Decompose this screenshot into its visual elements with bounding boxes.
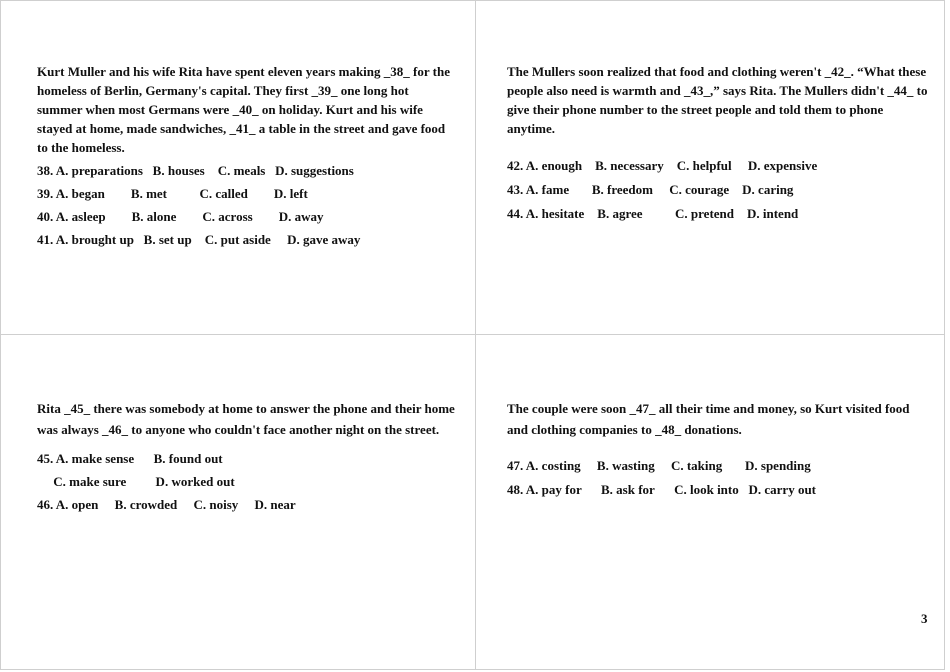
passage-47-48: The couple were soon _47_ all their time and money, so Kurt visited food and clothing companies to _48_ donations. [507, 401, 910, 437]
options-47-48 [507, 454, 927, 502]
question-45-options-line1: 45. A. make sense B. found out [37, 451, 223, 466]
passage-38-41: Kurt Muller and his wife Rita have spent eleven years making _38_ for the homeless of Berlin, Germany's capital. They first _39_ one long hot summer when most Germans were _40_ on holiday. Kurt and his wife stayed at home, made sandwiches, _41_ a table in the street and gave food to the homeless. [37, 64, 450, 155]
panel-top-left [37, 62, 457, 251]
question-48-options: 48. A. pay for B. ask for C. look into D. carry out [507, 482, 816, 497]
question-41-options: 41. A. brought up B. set up C. put aside D. gave away [37, 232, 361, 247]
question-46-options: 46. A. open B. crowded C. noisy D. near [37, 497, 296, 512]
question-38-options: 38. A. preparations B. houses C. meals D. suggestions [37, 163, 354, 178]
passage-45-46: Rita _45_ there was somebody at home to answer the phone and their home was always _46_ to anyone who couldn't face another night on the street. [37, 401, 455, 437]
question-44-options: 44. A. hesitate B. agree C. pretend D. intend [507, 206, 799, 221]
question-47-options: 47. A. costing B. wasting C. taking D. spending [507, 458, 811, 473]
panel-top-right [507, 62, 932, 226]
vertical-divider [475, 0, 476, 670]
question-45-options-line2: C. make sure D. worked out [37, 474, 235, 489]
page-number: 3 [921, 611, 928, 626]
question-42-options: 42. A. enough B. necessary C. helpful D. expensive [507, 158, 818, 173]
options-45-46 [37, 447, 467, 516]
options-42-44 [507, 154, 932, 226]
horizontal-divider [0, 334, 945, 335]
panel-bottom-left [37, 398, 467, 516]
question-39-options: 39. A. began B. met C. called D. left [37, 186, 308, 201]
passage-42-44: The Mullers soon realized that food and clothing weren't _42_. “What these people also need is warmth and _43_,” says Rita. The Mullers didn't _44_ to give their phone number to the street people and told them to phone anytime. [507, 64, 928, 136]
question-43-options: 43. A. fame B. freedom C. courage D. caring [507, 182, 794, 197]
question-40-options: 40. A. asleep B. alone C. across D. away [37, 209, 324, 224]
options-38-41 [37, 159, 457, 251]
panel-bottom-right [507, 398, 927, 502]
